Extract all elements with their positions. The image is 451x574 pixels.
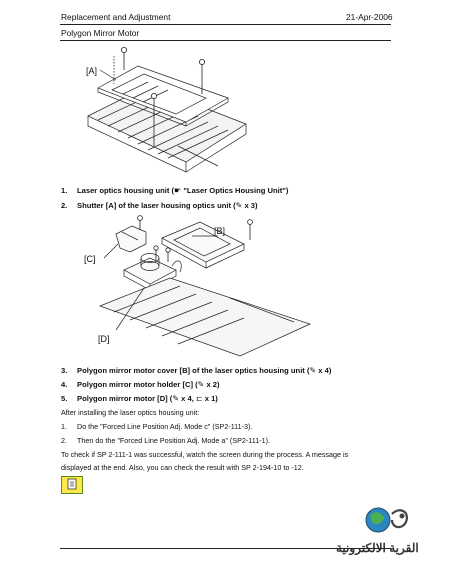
callout-b-label: [B]: [214, 226, 226, 236]
step-5-text: Polygon mirror motor [D] (: [77, 394, 173, 403]
callout-a-label: [A]: [86, 66, 98, 76]
after-install-item-1-number: 1.: [61, 422, 67, 431]
after-install-item-1: [61, 422, 252, 431]
step-3-text: Polygon mirror motor cover [B] of the laser optics housing unit (: [77, 366, 310, 375]
step-2: [61, 201, 258, 210]
step-2-tail: x 3): [242, 201, 258, 210]
header-date: 21-Apr-2006: [346, 12, 393, 22]
step-4-tail: x 2): [204, 380, 220, 389]
step-1-number: 1.: [61, 186, 68, 195]
step-1-tail: "Laser Optics Housing Unit"): [181, 186, 289, 195]
step-4: [61, 380, 220, 389]
screw-icon: ✎: [235, 201, 243, 210]
watermark-logo: [362, 502, 414, 538]
figure-laser-housing-shutter: [78, 46, 248, 174]
check-note-line-1: To check if SP 2-111-1 was successful, watch the screen during the process. A message is: [61, 450, 349, 459]
screw-icon: ✎: [309, 366, 317, 375]
watermark-text: القرية الالكترونية: [336, 541, 419, 555]
step-5: [61, 394, 218, 403]
after-install-item-1-text: Do the "Forced Line Position Adj. Mode c" (SP2-111-3).: [77, 422, 253, 431]
step-3-number: 3.: [61, 366, 68, 375]
callout-d-label: [D]: [98, 334, 110, 344]
figure-polygon-motor-parts: [80, 214, 380, 362]
step-1-text: Laser optics housing unit (: [77, 186, 175, 195]
after-install-item-2-number: 2.: [61, 436, 67, 445]
callout-c-label: [C]: [84, 254, 96, 264]
check-note-line-2: displayed at the end. Also, you can check the result with SP 2-194-10 to -12.: [61, 463, 304, 472]
connector-icon: ⊏: [195, 394, 203, 403]
step-4-number: 4.: [61, 380, 68, 389]
subtitle-rule: [60, 40, 391, 41]
step-4-text: Polygon mirror motor holder [C] (: [77, 380, 198, 389]
note-icon: [61, 476, 83, 494]
page-subtitle: Polygon Mirror Motor: [61, 28, 140, 38]
screw-icon: ✎: [197, 380, 205, 389]
header-rule: [60, 24, 391, 25]
step-5-mid: x 4,: [179, 394, 196, 403]
footer-rule: [60, 548, 391, 549]
step-5-number: 5.: [61, 394, 68, 403]
after-install-item-2: [61, 436, 270, 445]
step-2-text: Shutter [A] of the laser housing optics unit (: [77, 201, 236, 210]
section-title: Replacement and Adjustment: [61, 12, 171, 22]
after-install-item-2-text: Then do the "Forced Line Position Adj. Mode a" (SP2-111-1).: [77, 436, 271, 445]
reference-pointer-icon: ☛: [174, 186, 182, 195]
step-3: [61, 366, 331, 375]
step-3-tail: x 4): [316, 366, 332, 375]
step-5-tail: x 1): [202, 394, 218, 403]
after-install-intro: After installing the laser optics housing unit:: [61, 408, 200, 417]
screw-icon: ✎: [172, 394, 180, 403]
step-2-number: 2.: [61, 201, 68, 210]
step-1: [61, 186, 288, 195]
